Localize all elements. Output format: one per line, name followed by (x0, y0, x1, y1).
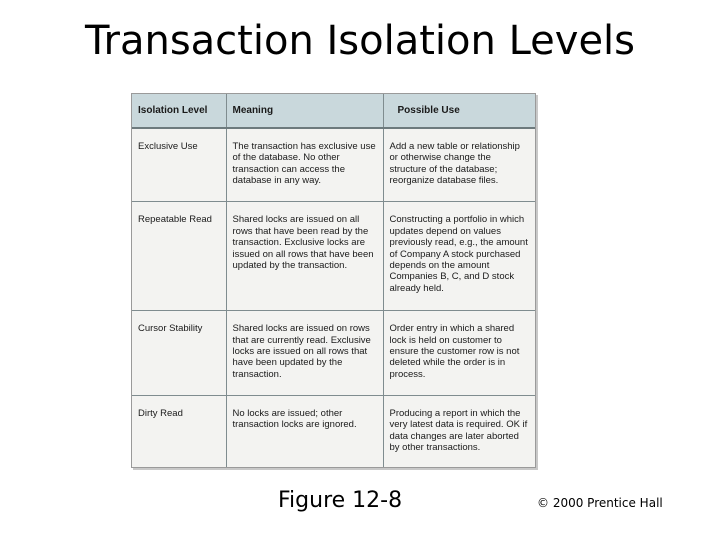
cell-meaning: Shared locks are issued on rows that are currently read. Exclusive locks are issued on all rows that have been updated by the transaction. (226, 311, 383, 395)
header-meaning: Meaning (226, 94, 383, 128)
table-row (132, 202, 535, 311)
slide-title: Transaction Isolation Levels (84, 18, 636, 64)
table-row (132, 395, 535, 467)
header-isolation-level: Isolation Level (132, 94, 226, 128)
cell-possible-use: Add a new table or relationship or otherwise change the structure of the database; reorganize database files. (383, 128, 535, 202)
cell-possible-use: Order entry in which a shared lock is held on customer to ensure the customer row is not deleted while the order is in process. (383, 311, 535, 395)
cell-isolation-level: Exclusive Use (132, 128, 226, 202)
cell-isolation-level: Dirty Read (132, 395, 226, 467)
table-header-row (132, 94, 535, 128)
cell-possible-use: Producing a report in which the very latest data is required. OK if data changes are later aborted by other transactions. (389, 407, 528, 453)
cell-meaning: Shared locks are issued on all rows that have been read by the transaction. Exclusive locks are issued on all rows that have been updated by the transaction. (226, 202, 383, 311)
cell-possible-use: Constructing a portfolio in which updates depend on values previously read, e.g., the amount of Company A stock purchased depends on the amount Companies B, C, and D stock already held. (383, 202, 535, 311)
isolation-levels-figure (131, 93, 536, 468)
cell-isolation-level: Cursor Stability (132, 311, 226, 395)
cell-meaning: No locks are issued; other transaction locks are ignored. (226, 395, 383, 467)
copyright-notice: © 2000 Prentice Hall (537, 496, 663, 510)
isolation-levels-table (132, 94, 535, 467)
cell-meaning: The transaction has exclusive use of the database. No other transaction can access the database in any way. (226, 128, 383, 202)
table-row (132, 128, 535, 202)
figure-caption: Figure 12-8 (278, 488, 403, 513)
header-possible-use: Possible Use (383, 94, 535, 128)
table-row (132, 311, 535, 395)
cell-isolation-level: Repeatable Read (132, 202, 226, 311)
